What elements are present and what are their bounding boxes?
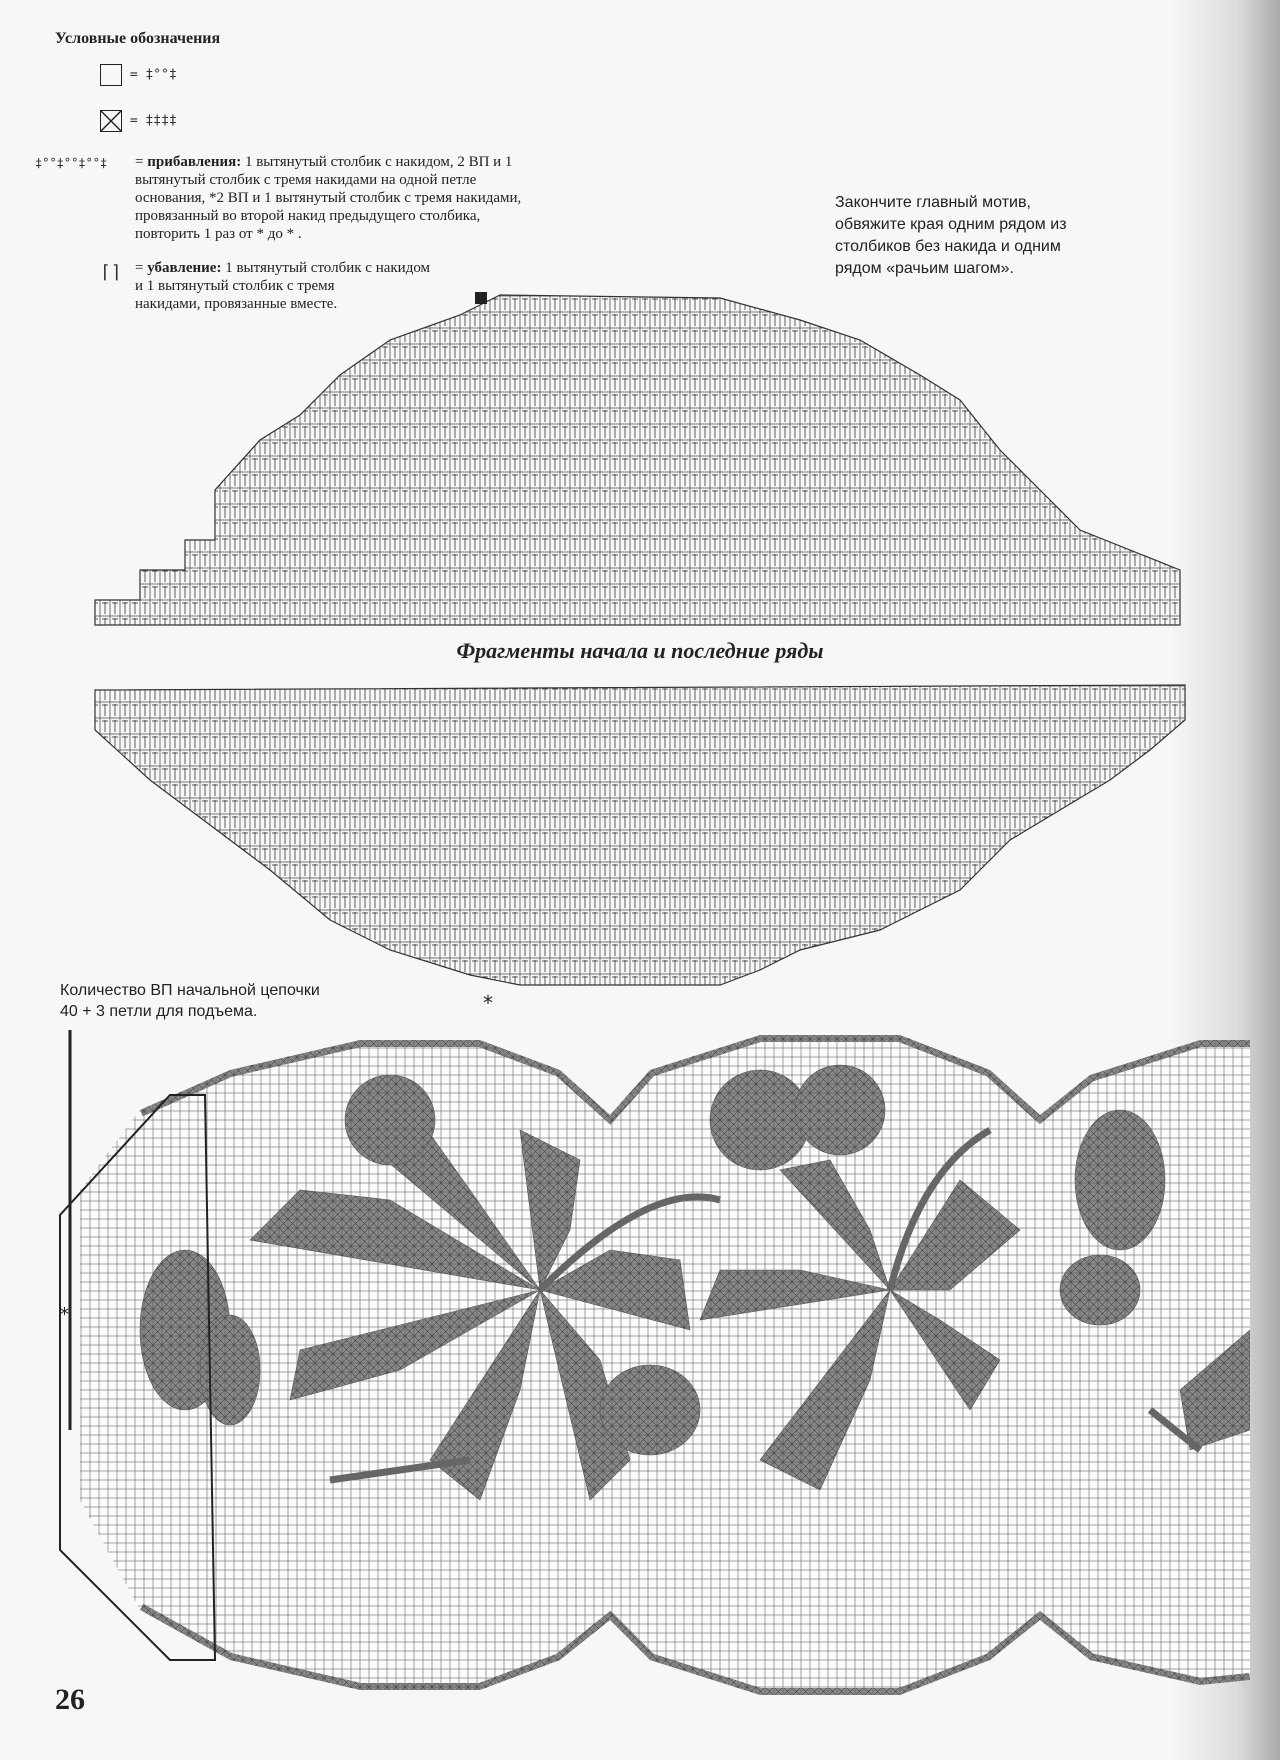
increase-text-5: повторить 1 раз от * до * . (135, 226, 302, 242)
filled-cell-symbol: = ‡‡‡‡ (129, 113, 177, 129)
increase-text-1: 1 вытянутый столбик с накидом, 2 ВП и 1 (241, 154, 513, 170)
empty-cell-symbol: = ‡°°‡ (129, 67, 177, 83)
decrease-symbol-icon: ⌈⌉ (100, 262, 122, 283)
decrease-label: убавление: (147, 260, 222, 276)
chain-note-line-2: 40 + 3 петли для подъема. (60, 1003, 258, 1020)
filled-cell-icon (100, 110, 122, 132)
chain-note-line-1: Количество ВП начальной цепочки (60, 982, 320, 999)
increase-text-2: вытянутый столбик с тремя накидами на одной петле (135, 172, 477, 188)
svg-text:*: * (483, 991, 493, 1005)
legend-title: Условные обозначения (55, 30, 221, 47)
increase-text-4: провязанный во второй накид предыдущего столбика, (135, 208, 481, 224)
decrease-text-3: накидами, провязанные вместе. (135, 296, 338, 312)
page-number: 26 (55, 1683, 85, 1716)
start-marker (475, 292, 487, 304)
decrease-text-1: 1 вытянутый столбик с накидом (221, 260, 431, 276)
empty-cell-icon (100, 64, 122, 86)
legend-decrease: = убавление: 1 вытянутый столбик с накидом и 1 вытянутый столбик с тремя накидами, провязанные вместе. (135, 260, 431, 312)
decrease-text-2: и 1 вытянутый столбик с тремя (135, 278, 335, 294)
legend-empty-cell (100, 64, 177, 86)
increase-label: прибавления: (147, 154, 242, 170)
bottom-fragment-chart (0, 670, 1280, 1005)
legend-filled-cell (100, 110, 177, 132)
top-fragment-chart (0, 280, 1280, 630)
finish-note-line-1: Закончите главный мотив, (835, 194, 1031, 211)
chain-note (60, 980, 320, 1022)
increase-symbol-icon: ‡°°‡°°‡°°‡ (35, 156, 108, 170)
finish-note-line-3: столбиков без накида и одним (835, 238, 1061, 255)
svg-text:*: * (60, 1304, 69, 1325)
legend-increase: = прибавления: 1 вытянутый столбик с накидом, 2 ВП и 1 вытянутый столбик с тремя накидами на одной петле основания, *2 ВП и 1 вытянутый столбик с тремя накидами, провязанный во второй накид предыдущего столбика, повторить 1 раз от * до * . (135, 154, 522, 242)
finish-note-line-2: обвяжите края одним рядом из (835, 216, 1067, 233)
finish-note-line-4: рядом «рачьим шагом». (835, 260, 1014, 277)
bottom-fragment-shape (95, 685, 1185, 985)
increase-text-3: основания, *2 ВП и 1 вытянутый столбик с тремя накидами, (135, 190, 522, 206)
main-filet-chart (0, 1030, 1280, 1700)
finish-note (835, 192, 1067, 280)
top-fragment-shape (95, 295, 1180, 625)
fragments-title: Фрагменты начала и последние ряды (456, 638, 824, 663)
